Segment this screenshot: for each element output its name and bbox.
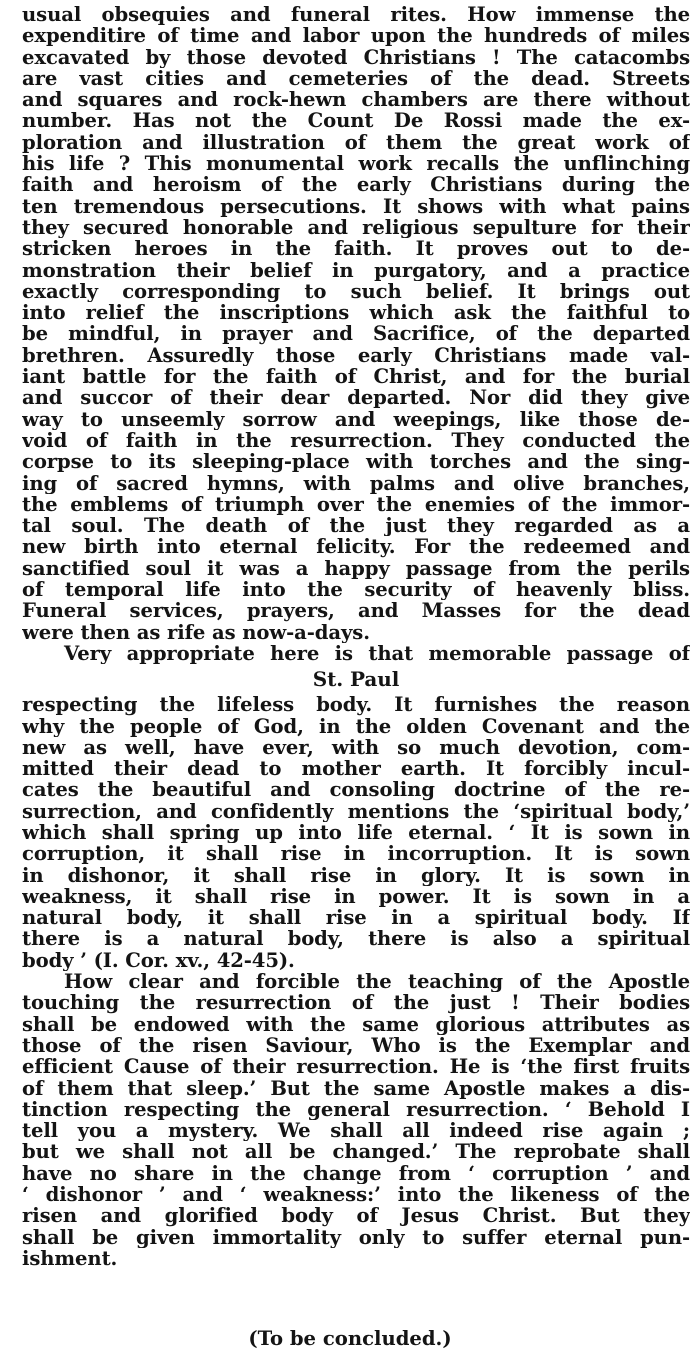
text-line: surrection, and confidently mentions the ‘spiritual body,’ bbox=[22, 800, 690, 822]
text-line: are vast cities and cemeteries of the dead. Streets bbox=[22, 67, 690, 90]
text-line: brethren. Assuredly those early Christians made val- bbox=[22, 344, 690, 367]
text-line: monstration their belief in purgatory, and a practice bbox=[22, 259, 690, 281]
text-line: why the people of God, in the olden Covenant and the bbox=[22, 715, 690, 737]
text-line: corpse to its sleeping-place with torches and the sing- bbox=[22, 451, 690, 473]
text-line: of temporal life into the security of heavenly bliss. bbox=[22, 579, 690, 601]
text-line: How clear and forcible the teaching of the Apostle bbox=[64, 971, 690, 993]
text-line: Funeral services, prayers, and Masses for the dead bbox=[22, 600, 690, 622]
text-line: number. Has not the Count De Rossi made the ex- bbox=[22, 110, 690, 132]
text-line: tal soul. The death of the just they regarded as a bbox=[22, 515, 690, 537]
text-line: mitted their dead to mother earth. It forcibly incul- bbox=[22, 758, 690, 780]
text-line: and squares and rock-hewn chambers are there without bbox=[22, 89, 690, 111]
text-line: efficient Cause of their resurrection. He is ‘the first fruits bbox=[22, 1056, 690, 1078]
text-line: usual obsequies and funeral rites. How immense the bbox=[22, 4, 690, 26]
text-line: were then as rife as now-a-days. bbox=[22, 621, 370, 643]
text-line: shall be given immortality only to suffer eternal pun- bbox=[22, 1226, 690, 1248]
text-line: ing of sacred hymns, with palms and olive branches, bbox=[22, 472, 690, 494]
text-line: exactly corresponding to such belief. It brings out bbox=[22, 280, 690, 303]
text-line: cates the beautiful and consoling doctrine of the re- bbox=[22, 779, 690, 801]
text-line: ploration and illustration of them the great work of bbox=[22, 131, 690, 154]
text-line: into relief the inscriptions which ask the faithful to bbox=[22, 302, 690, 324]
text-line: tinction respecting the general resurrection. ‘ Behold I bbox=[22, 1098, 690, 1121]
text-line: they secured honorable and religious sepulture for their bbox=[22, 216, 690, 239]
text-line: ishment. bbox=[22, 1247, 118, 1270]
text-line: shall be endowed with the same glorious attributes as bbox=[22, 1013, 690, 1035]
text-line: the emblems of triumph over the enemies of the immor- bbox=[22, 493, 690, 516]
text-line: in dishonor, it shall rise in glory. It is sown in bbox=[22, 864, 690, 886]
text-line: tell you a mystery. We shall all indeed rise again ; bbox=[22, 1120, 690, 1142]
text-line: of them that sleep.’ But the same Apostle makes a dis- bbox=[22, 1077, 690, 1099]
text-line: natural body, it shall rise in a spiritual body. If bbox=[22, 907, 690, 929]
text-line: ‘ dishonor ’ and ‘ weakness:’ into the likeness of the bbox=[22, 1184, 690, 1206]
text-line: risen and glorified body of Jesus Christ. But they bbox=[22, 1205, 690, 1227]
text-line: but we shall not all be changed.’ The reprobate shall bbox=[22, 1141, 690, 1163]
text-line: be mindful, in prayer and Sacrifice, of the departed bbox=[22, 323, 690, 345]
text-line: there is a natural body, there is also a spiritual bbox=[22, 928, 690, 950]
text-line: stricken heroes in the faith. It proves out to de- bbox=[22, 238, 690, 260]
text-line: body ’ (I. Cor. xv., 42-45). bbox=[22, 949, 295, 972]
paragraph-2 bbox=[22, 643, 690, 971]
text-line: sanctified soul it was a happy passage from the perils bbox=[22, 557, 690, 580]
text-line: those of the risen Saviour, Who is the Exemplar and bbox=[22, 1034, 690, 1057]
to-be-concluded-note: (To be concluded.) bbox=[248, 1327, 452, 1350]
text-line: weakness, it shall rise in power. It is sown in a bbox=[22, 885, 690, 908]
article-column bbox=[22, 4, 690, 1269]
text-line: way to unseemly sorrow and weepings, like those de- bbox=[22, 408, 690, 430]
text-line: respecting the lifeless body. It furnishes the reason bbox=[22, 694, 690, 716]
paragraph-1 bbox=[22, 4, 690, 643]
text-line: new birth into eternal felicity. For the redeemed and bbox=[22, 536, 690, 558]
text-line: expenditire of time and labor upon the hundreds of miles bbox=[22, 25, 690, 47]
text-line: Very appropriate here is that memorable passage of bbox=[64, 642, 690, 665]
text-line: iant battle for the faith of Christ, and for the burial bbox=[22, 366, 690, 388]
text-line: have no share in the change from ‘ corruption ’ and bbox=[22, 1162, 690, 1185]
text-line: excavated by those devoted Christians ! The catacombs bbox=[22, 46, 690, 68]
text-line: his life ? This monumental work recalls the unflinching bbox=[22, 153, 690, 175]
text-line: faith and heroism of the early Christians during the bbox=[22, 174, 690, 196]
text-line: and succor of their dear departed. Nor did they give bbox=[22, 387, 690, 409]
text-line: which shall spring up into life eternal. ‘ It is sown in bbox=[22, 821, 690, 844]
text-line: touching the resurrection of the just ! Their bodies bbox=[22, 992, 690, 1014]
text-line: new as well, have ever, with so much devotion, com- bbox=[22, 736, 690, 759]
text-line: corruption, it shall rise in incorruption. It is sown bbox=[22, 843, 690, 865]
text-line: void of faith in the resurrection. They conducted the bbox=[22, 429, 690, 452]
subheading: St. Paul bbox=[312, 667, 400, 692]
paragraph-3 bbox=[22, 971, 690, 1269]
text-line: ten tremendous persecutions. It shows with what pains bbox=[22, 195, 690, 217]
